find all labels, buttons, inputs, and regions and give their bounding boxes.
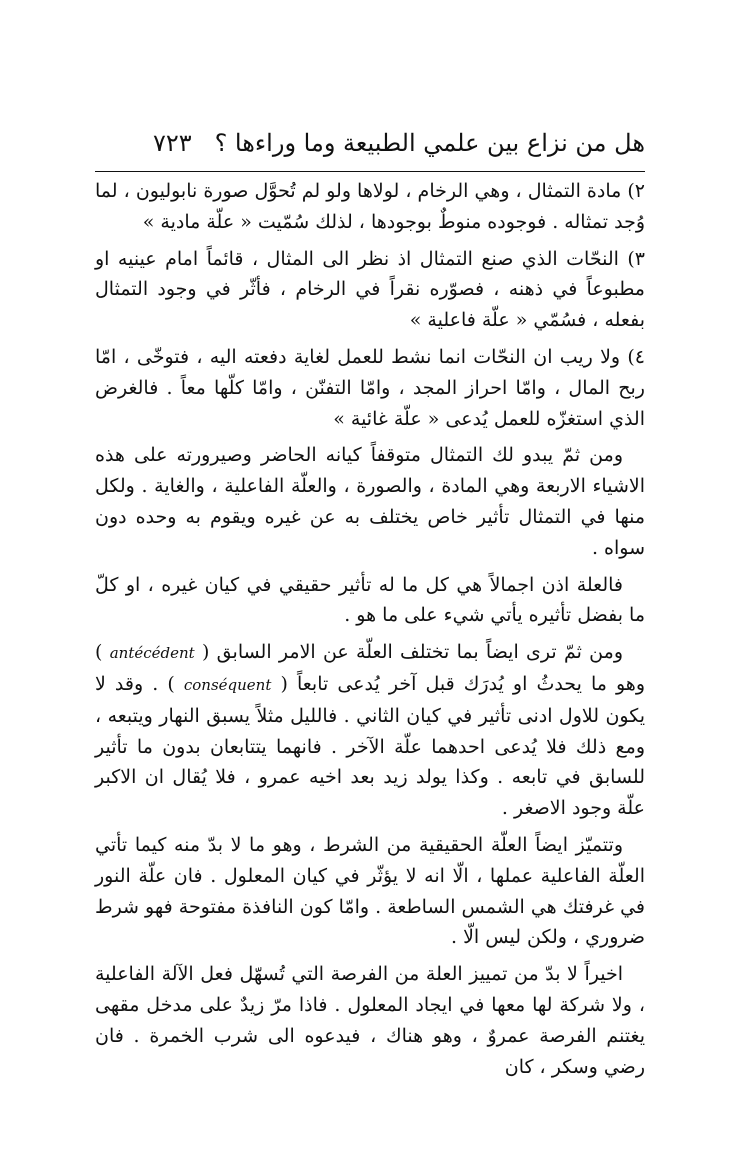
- paragraph-occasion: اخيراً لا بدّ من تمييز العلة من الفرصة التي تُسهّل فعل الآلة الفاعلية ، ولا شركة لها معها في ايجاد المعلول . فاذا مرّ زيدٌ على مدخل مقهى يغتنم الفرصة عمروٌ ، وهو هناك ، فيدعوه الى شرب الخمرة . فان رضي وسكر ، كان: [95, 963, 645, 1078]
- paragraph-antecedent: [95, 637, 645, 824]
- page-body: [95, 176, 645, 1088]
- term-antecedent: antécédent: [109, 644, 195, 663]
- paragraph-four-causes: ومن ثمّ يبدو لك التمثال متوقفاً كيانه الحاضر وصيرورته على هذه الاشياء الاربعة وهي المادة ، والصورة ، والعلّة الفاعلية ، والغاية . ولكل منها في التمثال تأثير خاص يختلف به عن غيره ويقوم به وحده دون سواه .: [95, 444, 645, 559]
- running-title: هل من نزاع بين علمي الطبيعة وما وراءها ؟: [214, 129, 645, 157]
- page-number: ٧٢٣: [153, 129, 192, 157]
- antecedent-text-after: ) . وقد لا يكون للاول ادنى تأثير في كيان الثاني . فالليل مثلاً يسبق النهار ويتبعه ، ومع ذلك فلا يُدعى احدهما علّة الآخر . فانهما يتتابعان بدون ما تأثير للسابق في تابعه . وكذا يولد زيد بعد اخيه عمرو ، فلا يُقال ان الاكبر علّة وجود الاصغر .: [95, 672, 645, 820]
- term-consequent: conséquent: [183, 675, 272, 694]
- paragraph-final-cause: ٤) ولا ريب ان النحّات انما نشط للعمل لغاية دفعته اليه ، فتوخّى ، امّا ربح المال ، وامّا احراز المجد ، وامّا التفنّن ، وامّا كلّها معاً . فالغرض الذي استغزّه للعمل يُدعى « علّة غائية »: [95, 345, 645, 430]
- page-header: [95, 126, 645, 160]
- paragraph-cause-definition: فالعلة اذن اجمالاً هي كل ما له تأثير حقيقي في كيان غيره ، او كلّ ما بفضل تأثيره يأتي شيء على ما هو .: [95, 573, 645, 627]
- paragraph-condition: وتتميّز ايضاً العلّة الحقيقية من الشرط ، وهو ما لا بدّ منه كيما تأتي العلّة الفاعلية عملها ، الّا انه لا يؤثّر في كيان المعلول . فان علّة النور في غرفتك هي الشمس الساطعة . وامّا كون النافذة مفتوحة فهو شرط ضروري ، ولكن ليس الّا .: [95, 833, 645, 949]
- antecedent-text-before: ومن ثمّ ترى ايضاً بما تختلف العلّة عن الامر السابق (: [201, 641, 623, 664]
- antecedent-text-middle: ) وهو ما يحدثُ او يُدرَك قبل آخر يُدعى تابعاً (: [95, 641, 646, 695]
- header-rule: [95, 171, 645, 172]
- paragraph-material-cause: ٢) مادة التمثال ، وهي الرخام ، لولاها ولو لم تُحوَّل صورة نابوليون ، لما وُجد تمثاله . فوجوده منوطٌ بوجودها ، لذلك سُمّيت « علّة مادية »: [95, 180, 645, 233]
- paragraph-efficient-cause: ٣) النحّات الذي صنع التمثال اذ نظر الى المثال ، قائماً امام عينيه او مطبوعاً في ذهنه ، فصوّره نقراً في الرخام ، فأثّر في وجود التمثال بفعله ، فسُمّي « علّة فاعلية »: [95, 247, 645, 332]
